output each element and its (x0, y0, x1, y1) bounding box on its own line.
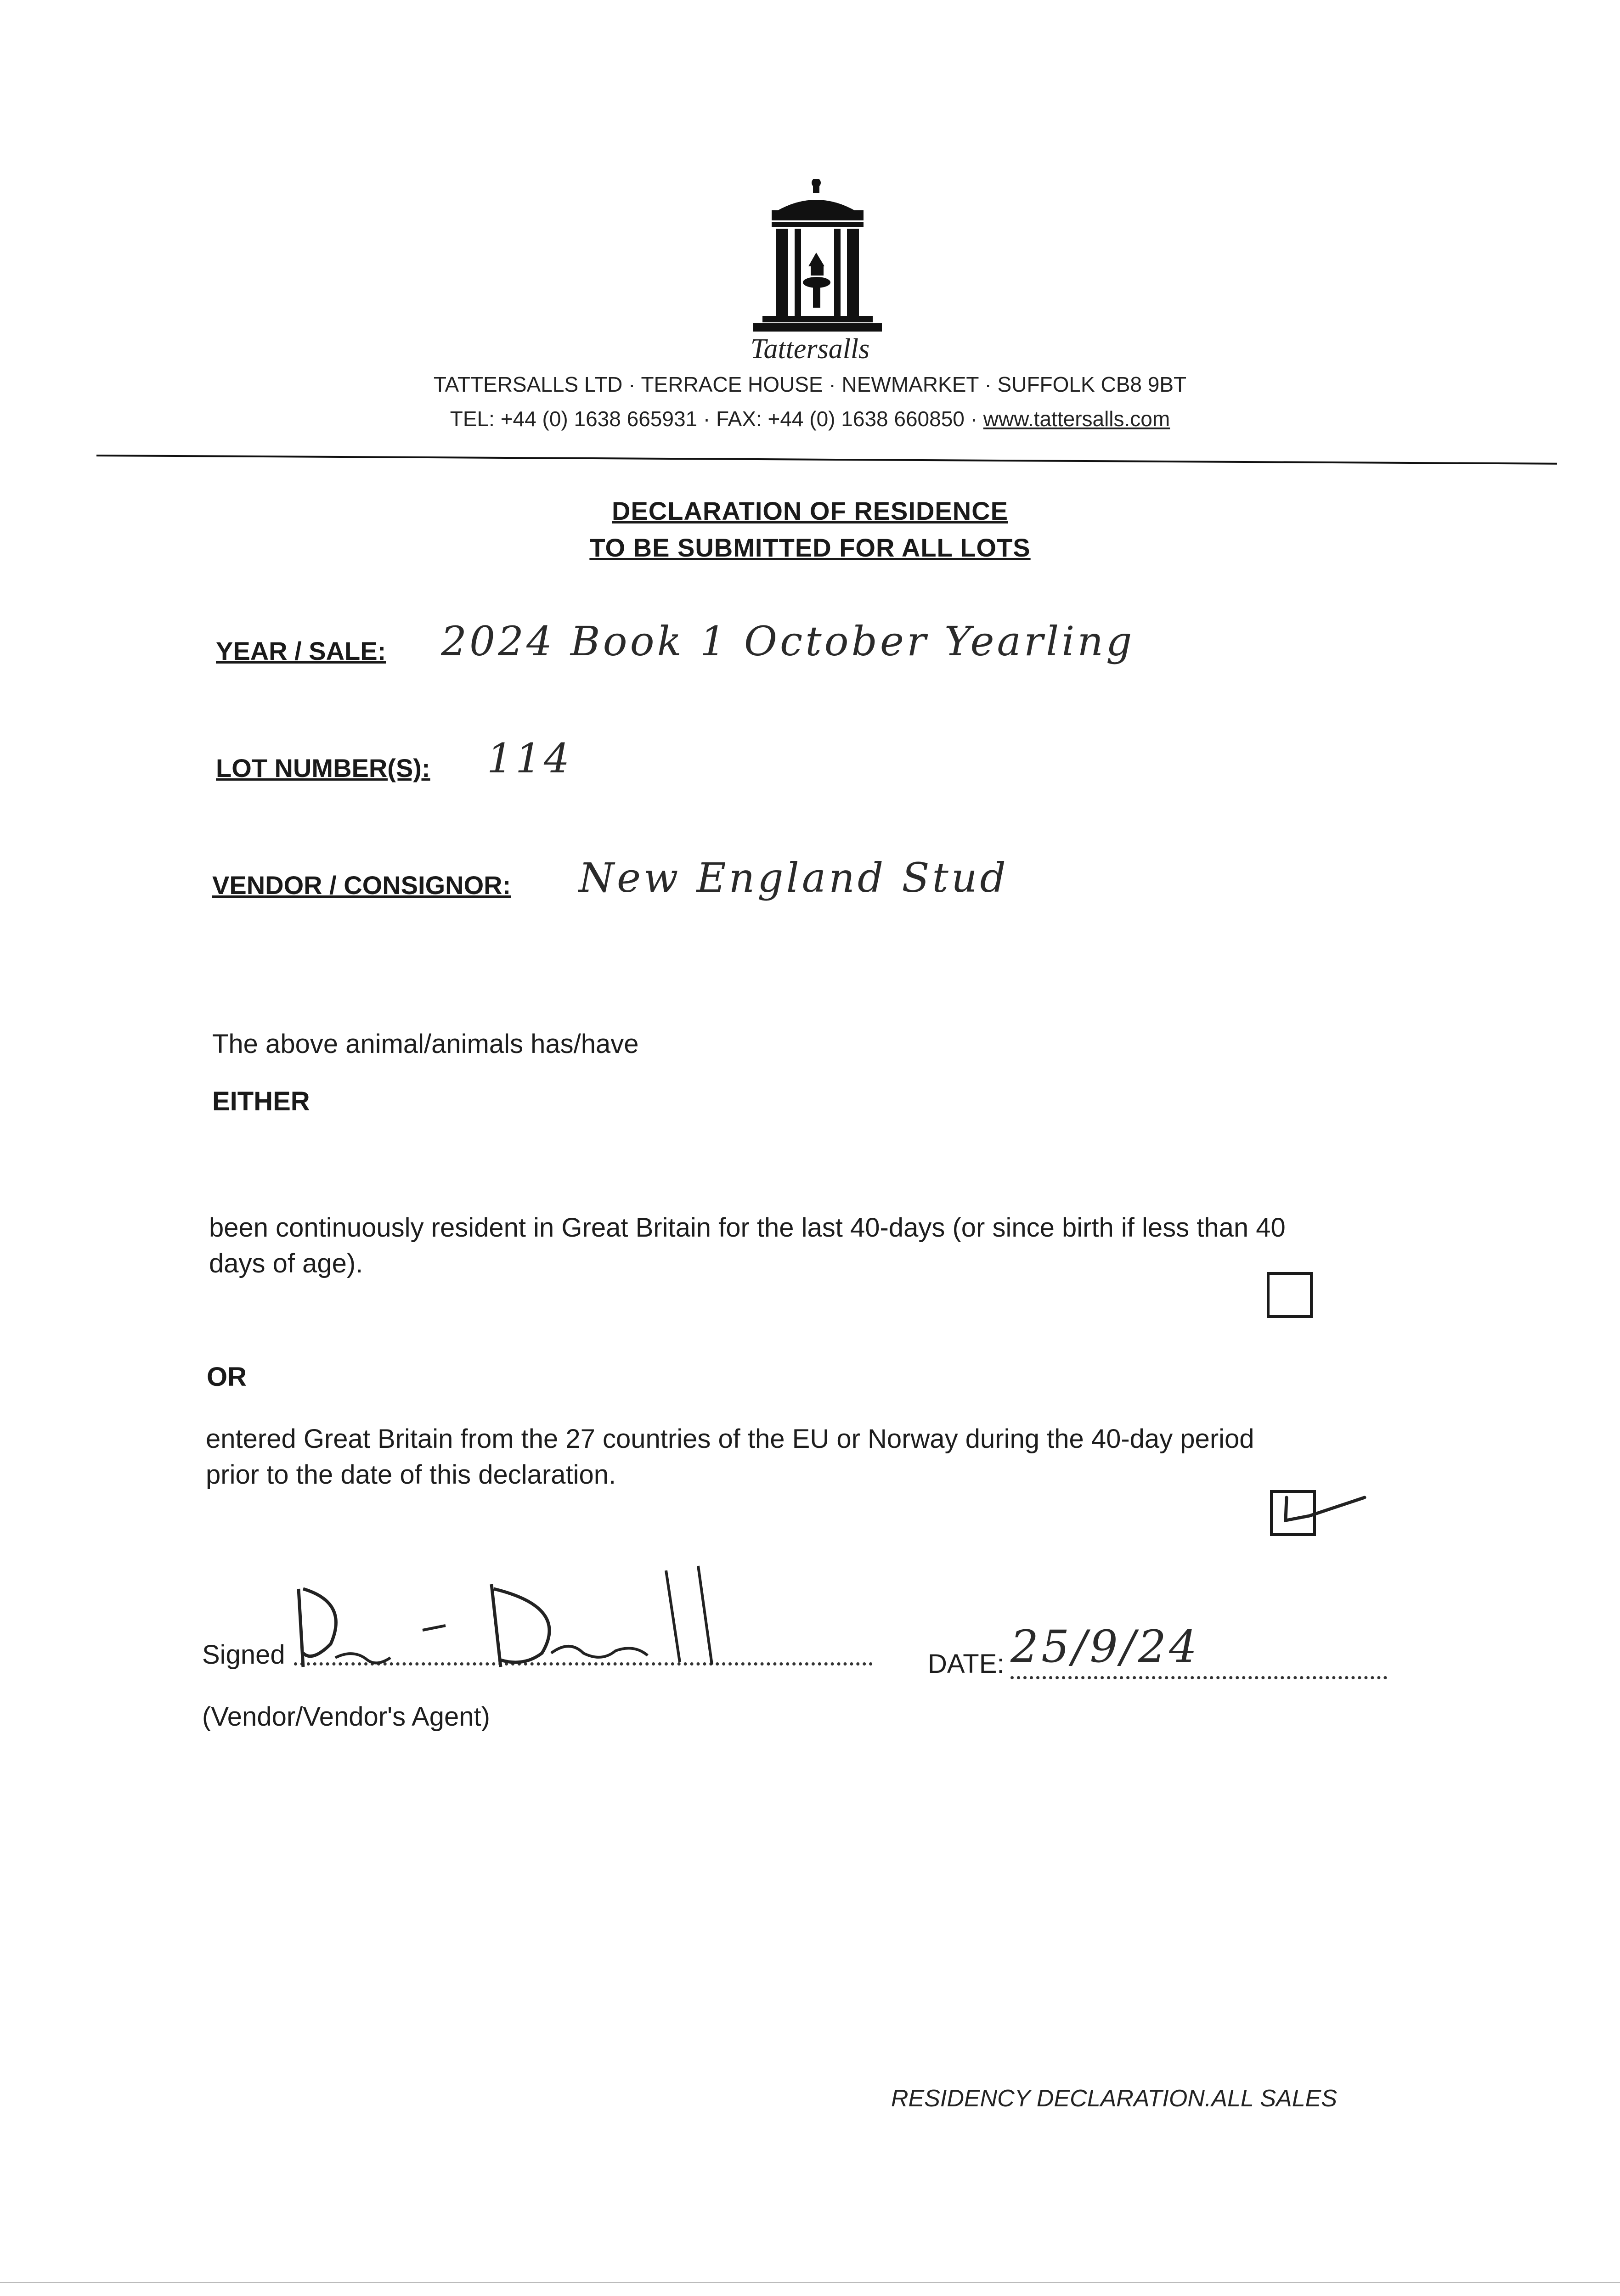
document-subtitle: TO BE SUBMITTED FOR ALL LOTS (589, 533, 1031, 562)
brand-name: Tattersalls (750, 333, 870, 365)
lot-number-label: LOT NUMBER(S): (216, 754, 430, 782)
footer-reference: RESIDENCY DECLARATION.ALL SALES (891, 2085, 1338, 2112)
vendor-label: VENDOR / CONSIGNOR: (212, 871, 511, 900)
company-address: TATTERSALLS LTD · TERRACE HOUSE · NEWMARKET · SUFFOLK CB8 9BT (433, 372, 1187, 396)
option2-text-line1: entered Great Britain from the 27 countries of the EU or Norway during the 40-day period (206, 1424, 1254, 1454)
option2-checkbox[interactable] (1270, 1490, 1316, 1536)
intro-text: The above animal/animals has/have (212, 1029, 639, 1059)
contact-phone-fax: TEL: +44 (0) 1638 665931 · FAX: +44 (0) 1638 660850 · (450, 407, 983, 431)
option1-text-line2: days of age). (209, 1249, 363, 1278)
date-value[interactable]: 25/9/24 (1010, 1621, 1200, 1672)
document-title: DECLARATION OF RESIDENCE (612, 496, 1008, 525)
page-edge (0, 2282, 1620, 2283)
signer-role: (Vendor/Vendor's Agent) (202, 1702, 490, 1732)
option1-text-line1: been continuously resident in Great Britain for the last 40-days (or since birth if less than 40 (209, 1213, 1286, 1243)
either-label: EITHER (212, 1086, 310, 1116)
website-link[interactable]: www.tattersalls.com (983, 407, 1170, 431)
option1-checkbox[interactable] (1267, 1272, 1313, 1318)
or-label: OR (207, 1362, 247, 1392)
header-divider (96, 455, 1557, 465)
vendor-value[interactable]: New England Stud (579, 854, 1009, 901)
date-line (1010, 1676, 1387, 1679)
option2-text-line2: prior to the date of this declaration. (206, 1460, 616, 1490)
year-sale-value[interactable]: 2024 Book 1 October Yearling (441, 618, 1135, 665)
tick-mark-icon (1268, 1484, 1360, 1534)
handwritten-signature[interactable] (285, 1561, 767, 1681)
tattersalls-logo (744, 179, 891, 335)
year-sale-label: YEAR / SALE: (216, 636, 386, 665)
date-label: DATE: (928, 1649, 1005, 1679)
signed-label: Signed (202, 1640, 285, 1670)
lot-number-value[interactable]: 114 (487, 735, 572, 782)
company-contact (0, 406, 1620, 431)
